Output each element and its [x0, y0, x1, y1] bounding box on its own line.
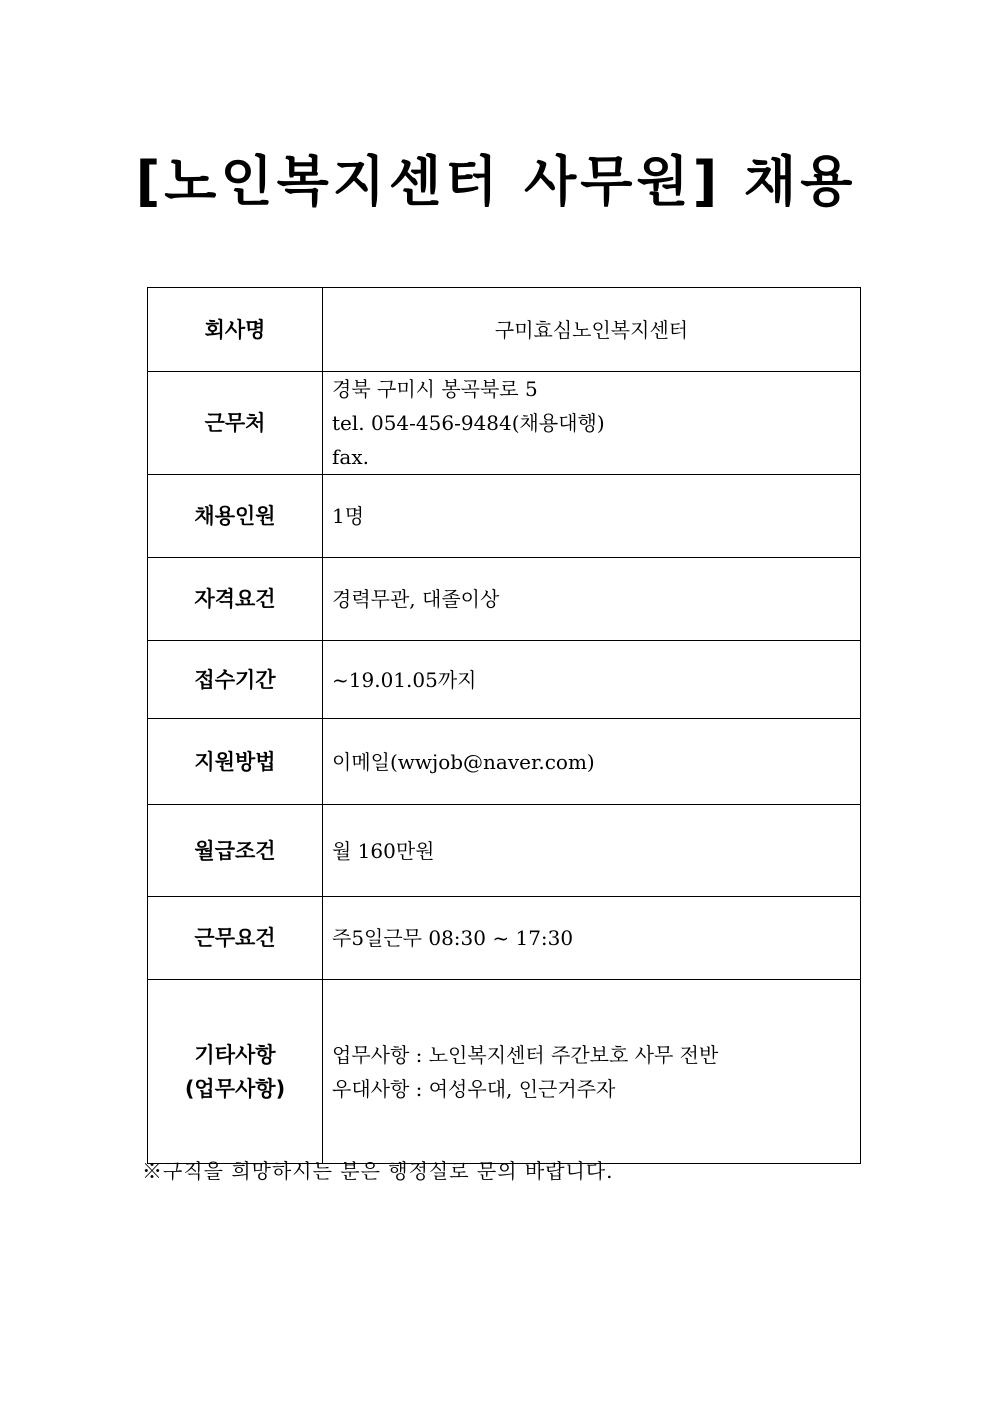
table-row — [148, 475, 861, 558]
table-row — [148, 372, 861, 475]
row-value-application-method — [323, 719, 861, 805]
job-info-table — [147, 287, 861, 1164]
table-row — [148, 980, 861, 1164]
headcount-value: 1명 — [332, 504, 365, 528]
footer-note: ※구직을 희망하시는 분은 행정실로 문의 바랍니다. — [142, 1159, 614, 1183]
application-method-value: 이메일(wwjob@naver.com) — [332, 749, 595, 774]
row-value-application-period — [323, 641, 861, 719]
row-value-working-conditions — [323, 897, 861, 980]
row-value-salary — [323, 805, 861, 897]
table-row — [148, 641, 861, 719]
duties-label: (업무사항) — [184, 1076, 286, 1101]
table-row — [148, 897, 861, 980]
row-label-qualifications: 자격요건 — [148, 558, 323, 641]
company-name: 구미효심노인복지센터 — [494, 317, 689, 342]
row-label-workplace: 근무처 — [148, 372, 323, 475]
table-row — [148, 805, 861, 897]
row-label-application-period: 접수기간 — [148, 641, 323, 719]
row-label-headcount: 채용인원 — [148, 475, 323, 558]
qualifications-value: 경력무관, 대졸이상 — [332, 587, 500, 611]
row-value-workplace — [323, 372, 861, 475]
page-title: [노인복지센터 사무원] 채용 — [135, 150, 857, 213]
row-label-salary: 월급조건 — [148, 805, 323, 897]
row-value-headcount — [323, 475, 861, 558]
row-value-qualifications — [323, 558, 861, 641]
workplace-tel: tel. 054-456-9484(채용대행) — [332, 411, 605, 435]
preferences-value: 우대사항 : 여성우대, 인근거주자 — [332, 1076, 616, 1101]
salary-value: 월 160만원 — [332, 838, 435, 863]
other-details-label: 기타사항 — [194, 1042, 276, 1067]
row-label-other-details — [148, 980, 323, 1164]
row-value-company — [323, 288, 861, 372]
row-label-application-method: 지원방법 — [148, 719, 323, 805]
workplace-address: 경북 구미시 봉곡북로 5 — [332, 377, 538, 401]
row-value-other-details — [323, 980, 861, 1164]
application-period-value: ~19.01.05까지 — [332, 667, 477, 692]
row-label-working-conditions: 근무요건 — [148, 897, 323, 980]
duties-value: 업무사항 : 노인복지센터 주간보호 사무 전반 — [332, 1042, 719, 1067]
working-conditions-value: 주5일근무 08:30 ~ 17:30 — [332, 926, 574, 950]
table-row — [148, 719, 861, 805]
workplace-fax: fax. — [332, 445, 369, 469]
table-row — [148, 558, 861, 641]
row-label-company: 회사명 — [148, 288, 323, 372]
table-row — [148, 288, 861, 372]
